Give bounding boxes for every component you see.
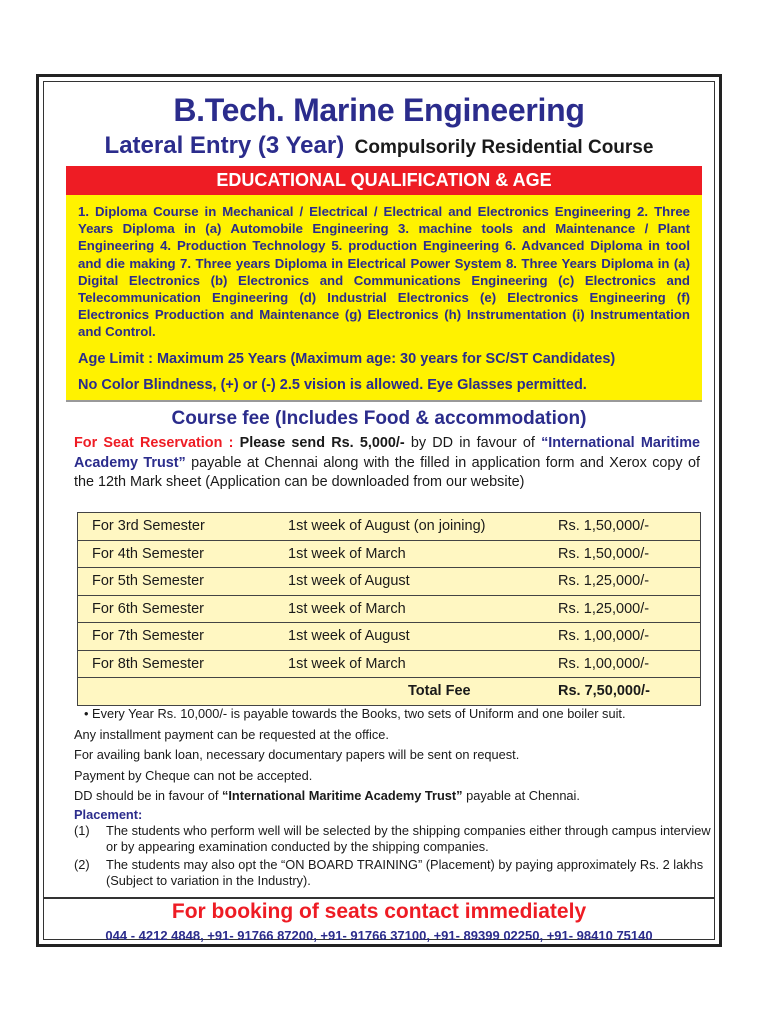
reserve-label: For Seat Reservation : (74, 435, 234, 451)
fee-table (77, 512, 701, 706)
when-cell: 1st week of August (288, 628, 410, 644)
dd-note (74, 786, 714, 807)
notes-section (74, 704, 714, 891)
when-cell: 1st week of August (288, 573, 410, 589)
table-row (78, 651, 700, 679)
amount-cell: Rs. 1,50,000/- (558, 545, 650, 562)
reserve-trust: “International Maritime Academy Trust” (74, 435, 701, 471)
qualification-text: 1. Diploma Course in Mechanical / Electrical / Electrical and Electronics Engineering 2. Three Years Diploma in (a) Automobile Engineering 3. machine tools and Maintenance / Plant Engineering 4. Production Technology 5. production Engineering 6. Advanced Diploma in tool and die making 7. Three years Diploma in Electrical Power System 8. Three Years Diploma in (a) Digital Electronics (b) Electronics and Communications Engineering (c) Electronics and Telecommunication Engineering (d) Industrial Electronics (e) Electronics Engineering (f) Electronics Production and Maintenance (g) Electronics (h) Instrumentation (i) Instrumentation and Control. (78, 204, 690, 340)
qualification-box (66, 195, 702, 402)
subtitle (44, 132, 714, 160)
when-cell: 1st week of August (on joining) (288, 518, 486, 534)
bank-loan-note: For availing bank loan, necessary documentary papers will be sent on request. (74, 747, 520, 762)
table-row (78, 568, 700, 596)
amount-cell: Rs. 1,50,000/- (558, 518, 650, 534)
vision-requirement: No Color Blindness, (+) or (-) 2.5 vision is allowed. Eye Glasses permitted. (78, 376, 587, 393)
semester-cell: For 5th Semester (92, 573, 205, 589)
books-note: • Every Year Rs. 10,000/- is payable towards the Books, two sets of Uniform and one boiler suit. (84, 706, 626, 721)
dd-post: payable at Chennai. (462, 788, 580, 803)
placement-text: The students may also opt the “ON BOARD TRAINING” (Placement) by paying approximately Rs. 2 lakhs (Subject to variation in the Industry). (106, 856, 704, 888)
installment-note: Any installment payment can be requested at the office. (74, 726, 389, 742)
dd-pre: DD should be in favour of (74, 788, 222, 803)
subtitle-main: Lateral Entry (3 Year) (104, 132, 345, 159)
when-cell: 1st week of March (288, 600, 406, 617)
total-label: Total Fee (408, 683, 471, 699)
semester-cell: For 7th Semester (92, 628, 205, 644)
reserve-mid: by DD in favour of (404, 435, 542, 451)
placement-number: (2) (74, 856, 90, 872)
flyer-frame (36, 74, 722, 947)
flyer-inner (43, 81, 715, 943)
dd-trust: “International Maritime Academy Trust” (221, 788, 463, 803)
amount-cell: Rs. 1,00,000/- (558, 655, 650, 672)
contact-phones: 044 - 4212 4848, +91- 91766 87200, +91- 91766 37100, +91- 89399 02250, +91- 98410 75140 (105, 928, 653, 943)
semester-cell: For 6th Semester (92, 600, 205, 617)
amount-cell: Rs. 1,25,000/- (558, 573, 650, 589)
footer-divider (44, 897, 714, 899)
total-value: Rs. 7,50,000/- (558, 683, 650, 699)
subtitle-note: Compulsorily Residential Course (354, 137, 654, 158)
table-row (78, 596, 700, 624)
amount-cell: Rs. 1,25,000/- (558, 600, 650, 617)
placement-heading: Placement: (74, 806, 143, 822)
cheque-note: Payment by Cheque can not be accepted. (74, 767, 313, 783)
semester-cell: For 8th Semester (92, 655, 205, 672)
page-title: B.Tech. Marine Engineering (173, 92, 585, 128)
total-row (78, 678, 700, 705)
reserve-amount: Please send Rs. 5,000/- (239, 435, 405, 451)
course-fee-heading: Course fee (Includes Food & accommodation) (171, 408, 587, 429)
table-row (78, 541, 700, 569)
placement-text: The students who perform well will be selected by the shipping companies either through campus interview or by appearing examination conducted by the shipping companies. (106, 822, 711, 854)
amount-cell: Rs. 1,00,000/- (558, 628, 650, 644)
table-row (78, 623, 700, 651)
booking-heading: For booking of seats contact immediately (171, 900, 587, 923)
list-item (74, 857, 714, 889)
seat-reservation-text (74, 434, 700, 493)
age-limit: Age Limit : Maximum 25 Years (Maximum age: 30 years for SC/ST Candidates) (78, 350, 616, 367)
reserve-rest: payable at Chennai along with the filled in application form and Xerox copy of the 12th Mark sheet (Application can be downloaded from our website) (74, 454, 700, 490)
when-cell: 1st week of March (288, 655, 406, 672)
list-item (74, 823, 714, 855)
qualification-heading: EDUCATIONAL QUALIFICATION & AGE (66, 166, 702, 195)
semester-cell: For 4th Semester (92, 545, 205, 562)
placement-number: (1) (74, 822, 90, 838)
semester-cell: For 3rd Semester (92, 518, 205, 534)
table-row (78, 513, 700, 541)
when-cell: 1st week of March (288, 545, 406, 562)
